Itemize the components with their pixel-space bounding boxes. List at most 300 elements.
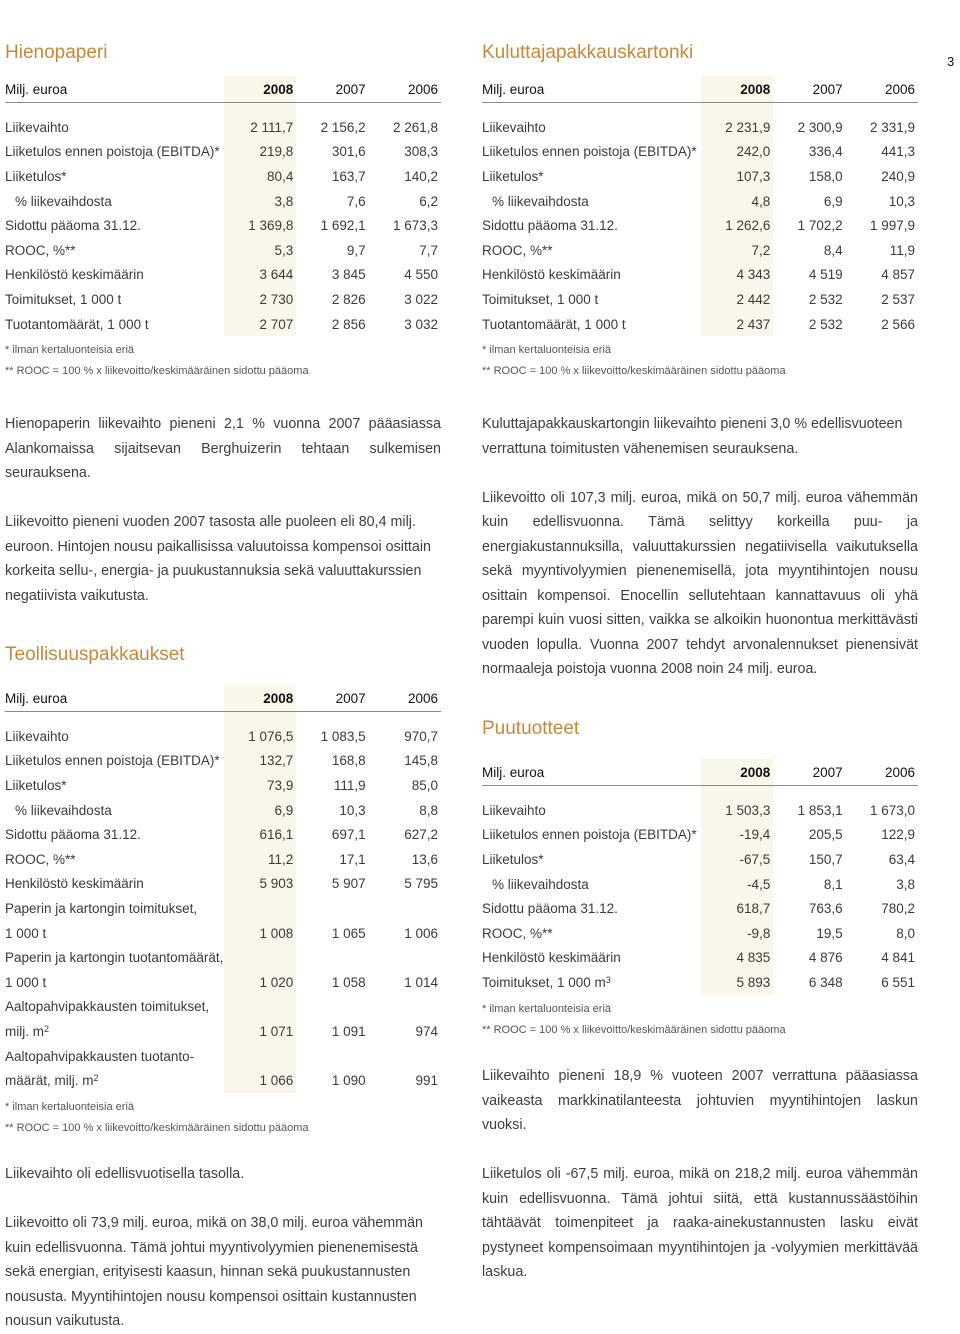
section-title: Hienopaperi — [5, 42, 108, 63]
value-2008: 6,9 — [224, 798, 296, 823]
value-2007: 1 090 — [331, 1073, 366, 1089]
header-unit: Milj. euroa — [482, 76, 701, 103]
header-2008: 2008 — [701, 759, 773, 786]
header-2008: 2008 — [224, 685, 296, 712]
value-2007: 4 876 — [808, 950, 843, 966]
value-2008: 132,7 — [224, 749, 296, 774]
value-2007: 2 532 — [808, 316, 843, 332]
value-2006-empty — [369, 1044, 441, 1069]
row-label-text: 1 000 t — [5, 974, 47, 990]
value-2007: 2 826 — [331, 291, 366, 307]
value-2006: 6,2 — [419, 193, 438, 209]
row-label-text: Henkilöstö keskimäärin — [482, 950, 621, 966]
value-2008: 2 707 — [224, 312, 296, 337]
row-label-text: ROOC, %** — [5, 242, 76, 258]
value-2008: 242,0 — [701, 140, 773, 165]
value-2007: 2 532 — [808, 291, 843, 307]
value-2008-empty — [224, 896, 296, 921]
row-label: Paperin ja kartongin tuotantomäärät, — [5, 950, 224, 966]
value-2006: 308,3 — [404, 144, 438, 160]
section-teollisuuspakkaukset — [5, 644, 441, 1139]
value-2008: 2 111,7 — [224, 115, 296, 140]
footnote-1: * ilman kertaluonteisia eriä — [5, 344, 135, 357]
row-label — [5, 749, 224, 774]
value-2008-empty — [224, 995, 296, 1020]
spacer-row — [5, 712, 441, 725]
value-2006: 85,0 — [411, 777, 438, 793]
value-2006: 4 550 — [404, 267, 438, 283]
table-row — [5, 749, 441, 774]
row-label-text: Liiketulos ennen poistoja (EBITDA)* — [482, 144, 697, 160]
row-label — [5, 213, 224, 238]
table-row — [5, 140, 441, 165]
table-row — [482, 164, 918, 189]
value-2006: 627,2 — [404, 827, 438, 843]
value-2008-empty — [224, 945, 296, 970]
value-2006-empty — [369, 896, 441, 921]
table-row — [5, 213, 441, 238]
value-2007: 1 702,2 — [797, 218, 843, 234]
value-2007: 17,1 — [339, 851, 366, 867]
row-label-text: Toimitukset, 1 000 t — [5, 291, 122, 307]
table-row — [5, 872, 441, 897]
table-row — [5, 164, 441, 189]
row-label-text: Liiketulos* — [5, 168, 67, 184]
financial-table — [5, 76, 441, 336]
header-2006: 2006 — [846, 759, 918, 786]
value-2006: 3 022 — [404, 291, 438, 307]
table-row — [5, 263, 441, 288]
row-label — [482, 823, 701, 848]
value-2007: 2 856 — [331, 316, 366, 332]
value-2008: 1 369,8 — [224, 213, 296, 238]
value-2006: 240,9 — [881, 168, 915, 184]
table-row — [5, 115, 441, 140]
table-row — [5, 847, 441, 872]
row-label — [5, 773, 224, 798]
row-label-text: milj. m — [5, 1023, 44, 1039]
value-2006: 8,0 — [896, 925, 915, 941]
value-2008: 1 066 — [224, 1068, 296, 1093]
table-header — [482, 76, 918, 103]
table-row — [482, 946, 918, 971]
table-row — [5, 238, 441, 263]
value-2006: 145,8 — [404, 753, 438, 769]
value-2008: 2 442 — [701, 287, 773, 312]
text-kuluttajapakkauskartonki — [482, 412, 918, 682]
value-2006: 780,2 — [881, 901, 915, 917]
paragraph: Kuluttajapakkauskartongin liikevaihto pieneni 3,0 % edellisvuoteen verrattuna toimitusten vähenemisen seurauksena. — [482, 416, 903, 457]
table-row — [5, 1019, 441, 1044]
value-2007: 158,0 — [808, 168, 843, 184]
row-label-text: Liikevaihto — [482, 802, 546, 818]
row-label-text: Sidottu pääoma 31.12. — [482, 901, 618, 917]
paragraph: Liikevoitto pieneni vuoden 2007 tasosta alle puoleen eli 80,4 milj. euroon. Hintojen nousu paikallisissa valuutoissa kompensoi osittain korkeita sellu-, energia- ja puukustannuksia sekä valuuttakurssien negatiivista vaikutusta. — [5, 514, 431, 604]
table-row — [482, 213, 918, 238]
row-label — [482, 140, 701, 165]
value-2008-empty — [224, 1044, 296, 1069]
row-label: Paperin ja kartongin toimitukset, — [5, 900, 198, 916]
table-row — [482, 823, 918, 848]
value-2008: -67,5 — [701, 847, 773, 872]
value-2006: 970,7 — [404, 728, 438, 744]
row-label: Aaltopahvipakkausten toimitukset, — [5, 999, 210, 1015]
table-header — [482, 759, 918, 786]
value-2008: 80,4 — [224, 164, 296, 189]
section-title: Puutuotteet — [482, 718, 580, 739]
value-2006: 1 997,9 — [869, 218, 915, 234]
table-row — [482, 115, 918, 140]
value-2006: 3,8 — [896, 876, 915, 892]
value-2006: 4 841 — [881, 950, 915, 966]
table-row — [5, 312, 441, 337]
value-2007: 697,1 — [331, 827, 366, 843]
row-label — [482, 213, 701, 238]
unit-superscript: 2 — [44, 1023, 50, 1034]
value-2007: 5 907 — [331, 876, 366, 892]
row-label — [482, 164, 701, 189]
row-label-text: % liikevaihdosta — [15, 193, 112, 209]
table-row — [482, 287, 918, 312]
value-2008: 4 835 — [701, 946, 773, 971]
spacer-row — [5, 103, 441, 116]
value-2006: 8,8 — [419, 802, 438, 818]
value-2006: 13,6 — [411, 851, 438, 867]
value-2008: 73,9 — [224, 773, 296, 798]
row-label-text: Toimitukset, 1 000 t — [482, 291, 599, 307]
value-2007: 10,3 — [339, 802, 366, 818]
row-label — [482, 287, 701, 312]
value-2007: 336,4 — [808, 144, 843, 160]
row-label-text: ROOC, %** — [482, 242, 553, 258]
row-label-text: Liikevaihto — [5, 119, 69, 135]
value-2007: 763,6 — [808, 901, 843, 917]
table-header — [5, 685, 441, 712]
table-row-label-line — [5, 995, 441, 1020]
row-label-text: Sidottu pääoma 31.12. — [5, 827, 141, 843]
header-2007: 2007 — [296, 685, 368, 712]
header-2008: 2008 — [224, 76, 296, 103]
table-row — [5, 287, 441, 312]
section-title: Teollisuuspakkaukset — [5, 644, 185, 665]
value-2008: 616,1 — [224, 822, 296, 847]
paragraph: Hienopaperin liikevaihto pieneni 2,1 % vuonna 2007 pääasiassa Alankomaissa sijaitsevan Berghuizerin tehtaan sulkemisen seurauksena. — [5, 416, 441, 481]
value-2007: 163,7 — [331, 168, 366, 184]
row-label-text: Liiketulos* — [482, 168, 544, 184]
row-label-text: määrät, milj. m — [5, 1073, 94, 1089]
value-2007: 3 845 — [331, 267, 366, 283]
row-label — [5, 1019, 224, 1044]
row-label-text: Liiketulos* — [5, 777, 67, 793]
row-label-text: Sidottu pääoma 31.12. — [482, 218, 618, 234]
table-row — [482, 238, 918, 263]
value-2008: 1 262,6 — [701, 213, 773, 238]
value-2007: 7,6 — [346, 193, 366, 209]
page-number: 3 — [947, 54, 955, 69]
row-label-text: Toimitukset, 1 000 m — [482, 974, 606, 990]
value-2006: 1 673,0 — [869, 802, 915, 818]
financial-table — [482, 76, 918, 336]
row-label — [5, 189, 224, 214]
table-row — [5, 921, 441, 946]
spacer-row — [482, 786, 918, 799]
row-label-text: % liikevaihdosta — [492, 876, 589, 892]
footnote-2: ** ROOC = 100 % x liikevoitto/keskimääräinen sidottu pääoma — [482, 1023, 786, 1036]
row-label — [482, 970, 701, 995]
footnote-2: ** ROOC = 100 % x liikevoitto/keskimääräinen sidottu pääoma — [5, 365, 309, 378]
row-label — [5, 1068, 224, 1093]
value-2008: 3 644 — [224, 263, 296, 288]
unit-superscript: 2 — [93, 1073, 99, 1084]
value-2007: 111,9 — [333, 777, 366, 793]
financial-table — [482, 759, 918, 995]
value-2006: 6 551 — [881, 974, 915, 990]
row-label — [482, 115, 701, 140]
value-2008: 2 437 — [701, 312, 773, 337]
header-unit: Milj. euroa — [5, 76, 224, 103]
value-2006: 11,9 — [889, 242, 915, 258]
value-2006: 63,4 — [888, 851, 915, 867]
unit-superscript: 3 — [605, 974, 611, 985]
value-2008: 107,3 — [701, 164, 773, 189]
section-title: Kuluttajapakkauskartonki — [482, 42, 694, 63]
table-row — [5, 822, 441, 847]
row-label — [482, 263, 701, 288]
header-unit: Milj. euroa — [482, 759, 701, 786]
value-2008: 4 343 — [701, 263, 773, 288]
financial-table — [5, 685, 441, 1093]
table-row-label-line — [5, 945, 441, 970]
value-2008: 1 020 — [224, 970, 296, 995]
row-label — [482, 921, 701, 946]
row-label-text: Liiketulos ennen poistoja (EBITDA)* — [5, 753, 220, 769]
value-2007: 1 058 — [331, 974, 366, 990]
paragraph: Liikevoitto oli 107,3 milj. euroa, mikä on 50,7 milj. euroa vähemmän kuin edellisvuonna. Tämä selittyy korkeilla puu- ja energiakustannuksilla, valuuttakurssien negatiivisella vaikutuksella sekä myyntivolyymien pienenemisellä, jota myyntihintojen nousu osittain kompensoi. Enocellin sellutehtaan kannattavuus oli yhä parempi kuin vuosi sitten, vaikka se alkoikin huonontua merkittävästi vuoden lopulla. Vuonna 2007 tehdyt arvonalennukset pienensivät normaaleja poistoja vuonna 2008 noin 24 milj. euroa. — [482, 489, 918, 677]
footnote-2: ** ROOC = 100 % x liikevoitto/keskimääräinen sidottu pääoma — [482, 365, 786, 378]
row-label — [482, 872, 701, 897]
table-row — [5, 773, 441, 798]
value-2007: 1 065 — [331, 925, 366, 941]
row-label — [5, 872, 224, 897]
table-row — [482, 872, 918, 897]
value-2007: 168,8 — [331, 753, 366, 769]
row-label-text: Tuotantomäärät, 1 000 t — [5, 316, 149, 332]
value-2008: 3,8 — [224, 189, 296, 214]
section-hienopaperi — [5, 42, 441, 382]
table-row-label-line — [5, 896, 441, 921]
row-label-text: Henkilöstö keskimäärin — [5, 876, 144, 892]
table-row — [5, 189, 441, 214]
value-2007: 301,6 — [331, 144, 366, 160]
value-2008: 11,2 — [224, 847, 296, 872]
row-label-text: Liikevaihto — [5, 728, 69, 744]
value-2007: 6,9 — [823, 193, 843, 209]
value-2007-empty — [296, 1044, 368, 1069]
row-label-text: ROOC, %** — [482, 925, 553, 941]
value-2007: 1 091 — [331, 1023, 366, 1039]
row-label — [5, 724, 224, 749]
value-2007: 6 348 — [808, 974, 843, 990]
row-label — [482, 312, 701, 337]
value-2007: 8,4 — [823, 242, 843, 258]
section-kuluttajapakkauskartonki — [482, 42, 918, 382]
table-row — [5, 970, 441, 995]
row-label — [482, 238, 701, 263]
text-puutuotteet — [482, 1064, 918, 1285]
row-label — [5, 822, 224, 847]
spacer-row — [482, 103, 918, 116]
value-2006: 4 857 — [881, 267, 915, 283]
value-2006: 140,2 — [404, 168, 438, 184]
row-label: Aaltopahvipakkausten tuotanto- — [5, 1048, 195, 1064]
value-2006: 122,9 — [881, 827, 915, 843]
row-label-text: Liiketulos ennen poistoja (EBITDA)* — [482, 827, 697, 843]
row-label — [5, 287, 224, 312]
value-2006: 10,3 — [888, 193, 915, 209]
row-label — [5, 970, 224, 995]
row-label-text: Henkilöstö keskimäärin — [5, 267, 144, 283]
value-2006: 5 795 — [404, 876, 438, 892]
header-2006: 2006 — [369, 76, 441, 103]
footnote-1: * ilman kertaluonteisia eriä — [482, 1002, 612, 1015]
value-2008: 1 008 — [224, 921, 296, 946]
table-row-label-line — [5, 1044, 441, 1069]
row-label — [5, 921, 224, 946]
table-row — [482, 312, 918, 337]
row-label — [482, 189, 701, 214]
row-label-text: 1 000 t — [5, 925, 47, 941]
row-label — [5, 312, 224, 337]
table-row — [5, 1068, 441, 1093]
value-2008: 2 730 — [224, 287, 296, 312]
value-2007-empty — [296, 995, 368, 1020]
header-unit: Milj. euroa — [5, 685, 224, 712]
value-2006-empty — [369, 995, 441, 1020]
section-puutuotteet — [482, 718, 918, 1041]
paragraph: Liikevaihto pieneni 18,9 % vuoteen 2007 verrattuna pääasiassa vaikeasta markkinatilanteesta johtuvien myyntihintojen laskun vuoksi. — [482, 1068, 918, 1133]
row-label — [5, 140, 224, 165]
paragraph: Liiketulos oli -67,5 milj. euroa, mikä on 218,2 milj. euroa vähemmän kuin edellisvuonna. Tämä johtui siitä, että kustannussäästöihin tähtäävät toimenpiteet ja raaka-ainekustannusten lasku eivät pystyneet kompensoimaan myyntihintojen ja -volyymien merkittävää laskua. — [482, 1166, 918, 1280]
footnote-1: * ilman kertaluonteisia eriä — [5, 1100, 135, 1113]
value-2007: 1 853,1 — [797, 802, 843, 818]
row-label — [5, 798, 224, 823]
row-label-text: Liikevaihto — [482, 119, 546, 135]
paragraph: Liikevaihto oli edellisvuotisella tasolla. — [5, 1166, 245, 1182]
text-hienopaperi — [5, 412, 441, 608]
table-row — [482, 140, 918, 165]
row-label — [482, 946, 701, 971]
value-2008: -9,8 — [701, 921, 773, 946]
value-2006: 2 566 — [881, 316, 915, 332]
value-2006: 2 261,8 — [392, 119, 438, 135]
footnote-2: ** ROOC = 100 % x liikevoitto/keskimääräinen sidottu pääoma — [5, 1121, 309, 1134]
row-label — [5, 263, 224, 288]
value-2008: 1 503,3 — [701, 798, 773, 823]
value-2007: 1 692,1 — [320, 218, 366, 234]
header-2007: 2007 — [773, 759, 845, 786]
header-2008: 2008 — [701, 76, 773, 103]
value-2006: 441,3 — [881, 144, 915, 160]
value-2007: 1 083,5 — [320, 728, 366, 744]
value-2006: 2 331,9 — [869, 119, 915, 135]
table-row — [482, 798, 918, 823]
table-row — [482, 896, 918, 921]
value-2006-empty — [369, 945, 441, 970]
header-2007: 2007 — [773, 76, 845, 103]
value-2006: 7,7 — [419, 242, 438, 258]
row-label — [482, 896, 701, 921]
value-2008: 219,8 — [224, 140, 296, 165]
value-2006: 1 673,3 — [392, 218, 438, 234]
paragraph: Liikevoitto oli 73,9 milj. euroa, mikä on 38,0 milj. euroa vähemmän kuin edellisvuonna. Tämä johtui myyntivolyymien pienenemisestä sekä energian, erityisesti kaasun, hinnan sekä puukustannusten noususta. Myyntihintojen nousu kompensoi osittain kustannusten nousun vaikutusta. — [5, 1215, 423, 1329]
value-2008: 5 903 — [224, 872, 296, 897]
table-row — [5, 724, 441, 749]
value-2008: 7,2 — [701, 238, 773, 263]
row-label-text: ROOC, %** — [5, 851, 76, 867]
value-2008: 4,8 — [701, 189, 773, 214]
table-row — [482, 189, 918, 214]
row-label-text: Tuotantomäärät, 1 000 t — [482, 316, 626, 332]
value-2008: 1 071 — [224, 1019, 296, 1044]
value-2008: 1 076,5 — [224, 724, 296, 749]
value-2008: 2 231,9 — [701, 115, 773, 140]
value-2008: 618,7 — [701, 896, 773, 921]
row-label — [5, 115, 224, 140]
value-2006: 1 014 — [404, 974, 438, 990]
footnote-1: * ilman kertaluonteisia eriä — [482, 344, 612, 357]
row-label-text: % liikevaihdosta — [15, 802, 112, 818]
value-2008: -4,5 — [701, 872, 773, 897]
row-label-text: Henkilöstö keskimäärin — [482, 267, 621, 283]
table-row — [482, 970, 918, 995]
header-2006: 2006 — [846, 76, 918, 103]
row-label — [482, 798, 701, 823]
value-2007: 8,1 — [823, 876, 843, 892]
value-2007: 2 156,2 — [320, 119, 366, 135]
text-teollisuuspakkaukset — [5, 1162, 441, 1334]
value-2007: 19,5 — [816, 925, 843, 941]
header-2006: 2006 — [369, 685, 441, 712]
value-2007: 2 300,9 — [797, 119, 843, 135]
value-2006: 2 537 — [881, 291, 915, 307]
row-label-text: Liiketulos ennen poistoja (EBITDA)* — [5, 144, 220, 160]
row-label-text: Sidottu pääoma 31.12. — [5, 218, 141, 234]
value-2008: -19,4 — [701, 823, 773, 848]
row-label — [5, 847, 224, 872]
value-2007: 4 519 — [808, 267, 843, 283]
table-row — [482, 847, 918, 872]
table-header — [5, 76, 441, 103]
row-label — [5, 164, 224, 189]
table-row — [482, 263, 918, 288]
value-2006: 991 — [415, 1073, 438, 1089]
value-2008: 5,3 — [224, 238, 296, 263]
row-label — [482, 847, 701, 872]
row-label-text: Liiketulos* — [482, 851, 544, 867]
value-2006: 1 006 — [404, 925, 438, 941]
value-2008: 5 893 — [701, 970, 773, 995]
value-2007: 150,7 — [808, 851, 843, 867]
table-row — [482, 921, 918, 946]
row-label-text: % liikevaihdosta — [492, 193, 589, 209]
value-2006: 3 032 — [404, 316, 438, 332]
value-2007: 205,5 — [808, 827, 843, 843]
value-2007-empty — [296, 896, 368, 921]
table-row — [5, 798, 441, 823]
header-2007: 2007 — [296, 76, 368, 103]
value-2006: 974 — [415, 1023, 438, 1039]
row-label — [5, 238, 224, 263]
